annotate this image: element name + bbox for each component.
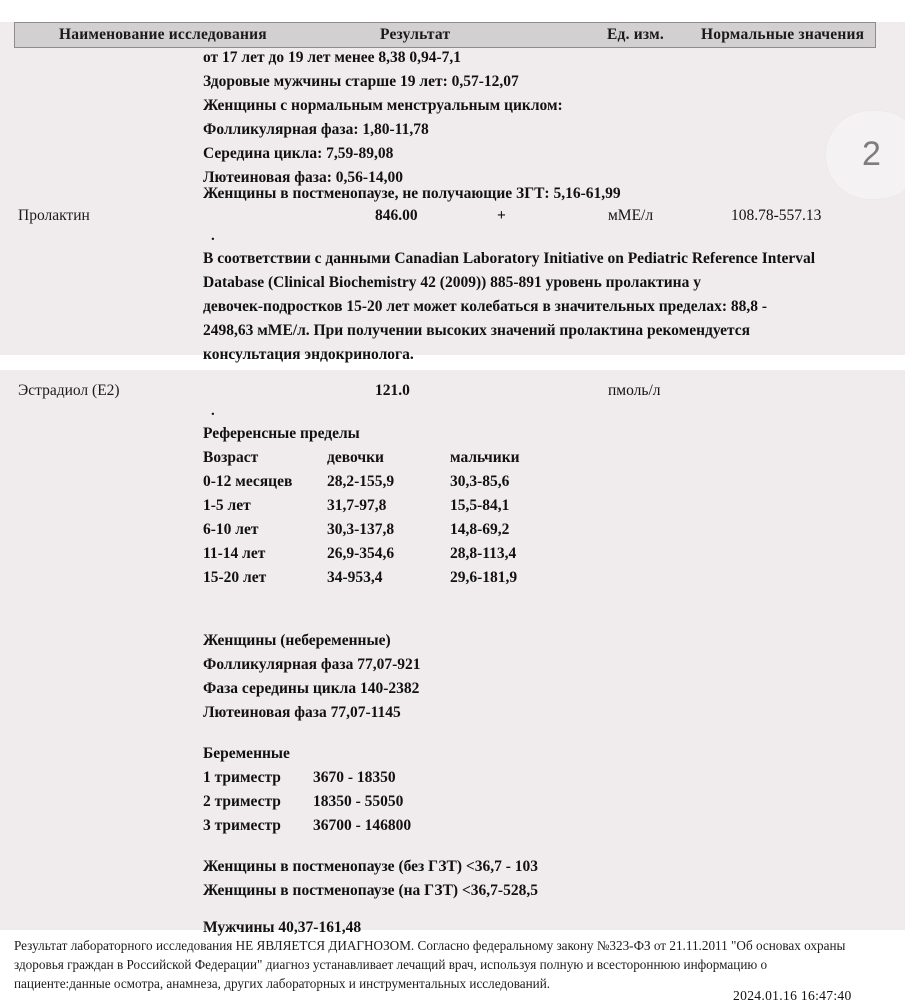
trimester-label: 1 триместр [203,769,281,786]
prolactin-note-line: девочек-подростков 15-20 лет может колебаться в значительных пределах: 88,8 - [203,298,768,315]
men-reference-line: Мужчины 40,37-161,48 [203,919,362,936]
women-reference-line: Лютеиновая фаза 77,07-1145 [203,704,401,721]
disclaimer-line: Результат лабораторного исследования НЕ ЯВЛЯЕТСЯ ДИАГНОЗОМ. Согласно федеральному закону №323-ФЗ от 21.11.2011 "Об основах охраны [14,938,846,953]
disclaimer-line: здоровья граждан в Российской Федерации" диагноз устанавливает лечащий врач, используя полную и всестороннюю информацию о [14,957,768,972]
age-table-row-boys: 15,5-84,1 [450,497,510,514]
prolactin-note-line: консультация эндокринолога. [203,346,414,363]
trimester-range: 36700 - 146800 [313,817,412,834]
prolactin-note-line: 2498,63 мМЕ/л. При получении высоких значений пролактина рекомендуется [203,322,751,339]
column-header-norm: Нормальные значения [701,26,865,43]
note-dot-marker: . [211,403,215,419]
age-table-row-girls: 34-953,4 [327,569,383,586]
age-table-row-age: 0-12 месяцев [203,473,293,490]
prolactin-note-line: В соответствии с данными Canadian Laboratory Initiative on Pediatric Reference Interval [203,250,816,267]
trimester-label: 3 триместр [203,817,281,834]
age-table-row-boys: 14,8-69,2 [450,521,510,538]
reference-line: Здоровые мужчины старше 19 лет: 0,57-12,07 [203,73,519,90]
column-header-unit: Ед. изм. [607,26,664,43]
reference-line: Женщины с нормальным менструальным циклом: [203,97,563,114]
age-table-row-age: 6-10 лет [203,521,259,538]
age-table-row-girls: 30,3-137,8 [327,521,395,538]
result-unit-estradiol: пмоль/л [608,382,661,399]
prolactin-note-line: Database (Clinical Biochemistry 42 (2009)) 885-891 уровень пролактина у [203,274,701,291]
report-timestamp: 2024.01.16 16:47:40 [733,988,852,1003]
age-table-row-age: 11-14 лет [203,545,266,562]
note-dot-marker: . [211,228,215,244]
reference-line: Фолликулярная фаза: 1,80-11,78 [203,121,429,138]
analyte-name-estradiol: Эстрадиол (Е2) [18,382,120,399]
women-reference-line: Фолликулярная фаза 77,07-921 [203,656,421,673]
trimester-range: 3670 - 18350 [313,769,396,786]
estradiol-reference-title: Референсные пределы [203,425,360,442]
result-flag-prolactin: + [497,207,506,224]
age-table-row-age: 1-5 лет [203,497,251,514]
postmenopause-reference-line: Женщины в постменопаузе (без ГЗТ) <36,7 - 103 [203,858,539,875]
reference-line: Лютеиновая фаза: 0,56-14,00 [203,169,403,186]
trimester-label: 2 триместр [203,793,281,810]
reference-line: Середина цикла: 7,59-89,08 [203,145,394,162]
pregnant-section-title: Беременные [203,745,290,762]
page-number-badge [826,111,905,199]
reference-line: Женщины в постменопаузе, не получающие ЗГТ: 5,16-61,99 [203,185,621,202]
results-table-header [14,22,876,48]
age-table-row-boys: 29,6-181,9 [450,569,518,586]
column-header-result: Результат [380,26,451,43]
age-table-row-boys: 30,3-85,6 [450,473,510,490]
age-table-row-girls: 26,9-354,6 [327,545,395,562]
postmenopause-reference-line: Женщины в постменопаузе (на ГЗТ) <36,7-528,5 [203,882,538,899]
result-value-estradiol: 121.0 [375,382,410,399]
column-header-name: Наименование исследования [59,26,267,43]
age-table-header-age: Возраст [203,449,259,466]
trimester-range: 18350 - 55050 [313,793,404,810]
page-number-label: 2 [862,135,881,173]
disclaimer-line: пациенте:данные осмотра, анамнеза, других лабораторных и инструментальных исследований. [14,976,551,991]
age-table-row-age: 15-20 лет [203,569,267,586]
age-table-row-girls: 31,7-97,8 [327,497,387,514]
age-table-row-boys: 28,8-113,4 [450,545,517,562]
age-table-header-boys: мальчики [450,449,520,466]
analyte-name-prolactin: Пролактин [18,207,90,224]
age-table-row-girls: 28,2-155,9 [327,473,395,490]
age-table-header-girls: девочки [327,449,384,466]
result-value-prolactin: 846.00 [375,207,418,224]
result-unit-prolactin: мМЕ/л [608,207,654,224]
women-section-title: Женщины (небеременные) [203,632,391,649]
result-norm-prolactin: 108.78-557.13 [731,207,822,224]
women-reference-line: Фаза середины цикла 140-2382 [203,680,420,697]
reference-line: от 17 лет до 19 лет менее 8,38 0,94-7,1 [203,49,462,66]
footer-disclaimer [14,936,890,993]
